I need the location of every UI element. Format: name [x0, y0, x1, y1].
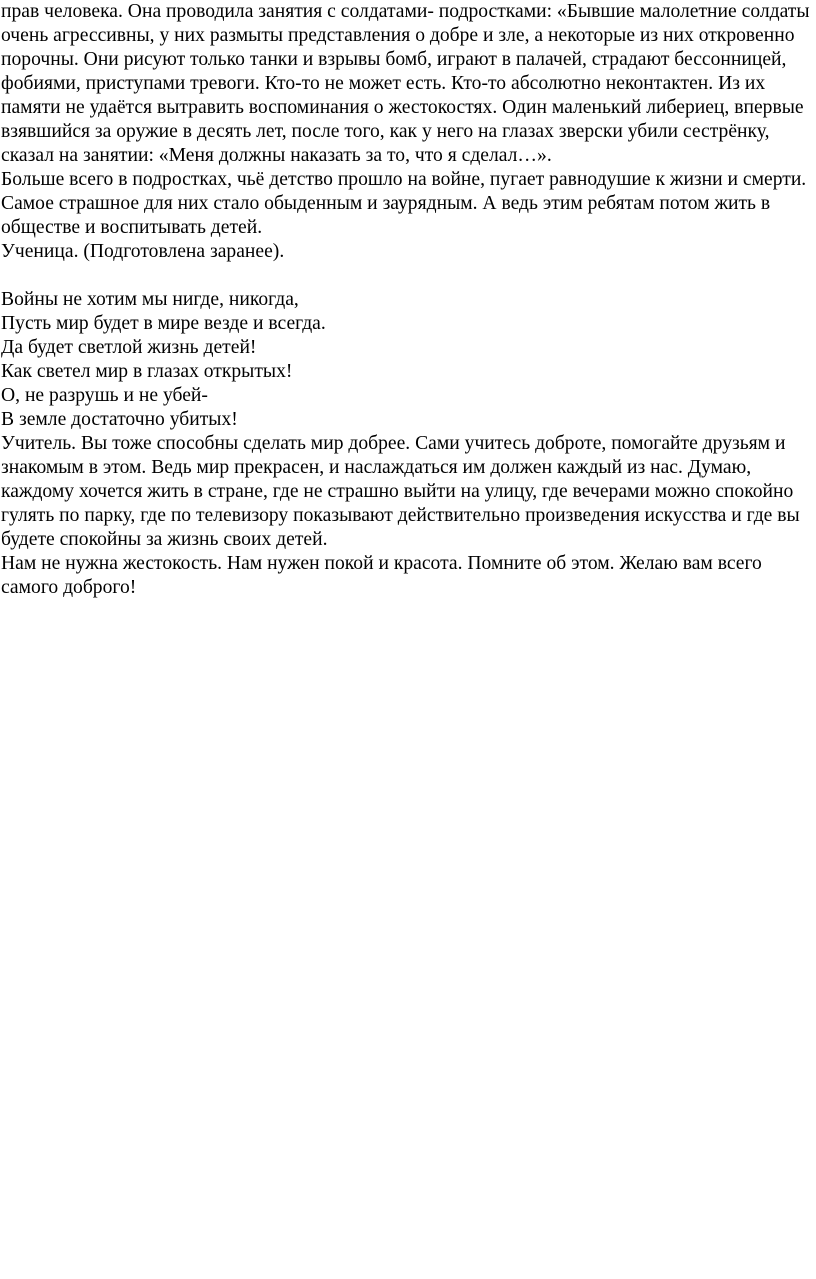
poem-line: Войны не хотим мы нигде, никогда, — [1, 289, 299, 310]
poem-line: Как светел мир в глазах открытых! — [1, 361, 293, 382]
paragraph-student: Ученица. (Подготовлена заранее). — [1, 241, 285, 262]
paragraph-soldiers: прав человека. Она проводила занятия с солдатами- подростками: «Бывшие малолетние солдаты очень агрессивны, у них размыты представления о добре и зле, а некоторые из них откровенно порочны. Они рисуют только танки и взрывы бомб, играют в палачей, страдают бессонницей, фобиями, приступами тревоги. Кто-то не может есть. Кто-то абсолютно неконтактен. Из их памяти не удаётся вытравить воспоминания о жестокостях. Один маленький либериец, впервые взявшийся за оружие в десять лет, после того, как у него на глазах зверски убили сестрёнку, сказал на занятии: «Меня должны наказать за то, что я сделал…». — [1, 1, 815, 166]
poem-line: В земле достаточно убитых! — [1, 409, 238, 430]
paragraph-farewell: Нам не нужна жестокость. Нам нужен покой и красота. Помните об этом. Желаю вам всего самого доброго! — [1, 553, 767, 598]
poem-line: О, не разрушь и не убей- — [1, 385, 208, 406]
poem-line: Пусть мир будет в мире везде и всегда. — [1, 313, 326, 334]
paragraph-indifference: Больше всего в подростках, чьё детство прошло на войне, пугает равнодушие к жизни и смерти. Самое страшное для них стало обыденным и заурядным. А ведь этим ребятам потом жить в обществе и воспитывать детей. — [1, 169, 812, 238]
document-page — [0, 0, 816, 600]
poem-line: Да будет светлой жизнь детей! — [1, 337, 257, 358]
blank-line — [1, 264, 816, 288]
paragraph-teacher: Учитель. Вы тоже способны сделать мир добрее. Сами учитесь доброте, помогайте друзьям и знакомым в этом. Ведь мир прекрасен, и наслаждаться им должен каждый из нас. Думаю, каждому хочется жить в стране, где не страшно выйти на улицу, где вечерами можно спокойно гулять по парку, где по телевизору показывают действительно произведения искусства и где вы будете спокойны за жизнь своих детей. — [1, 433, 805, 550]
